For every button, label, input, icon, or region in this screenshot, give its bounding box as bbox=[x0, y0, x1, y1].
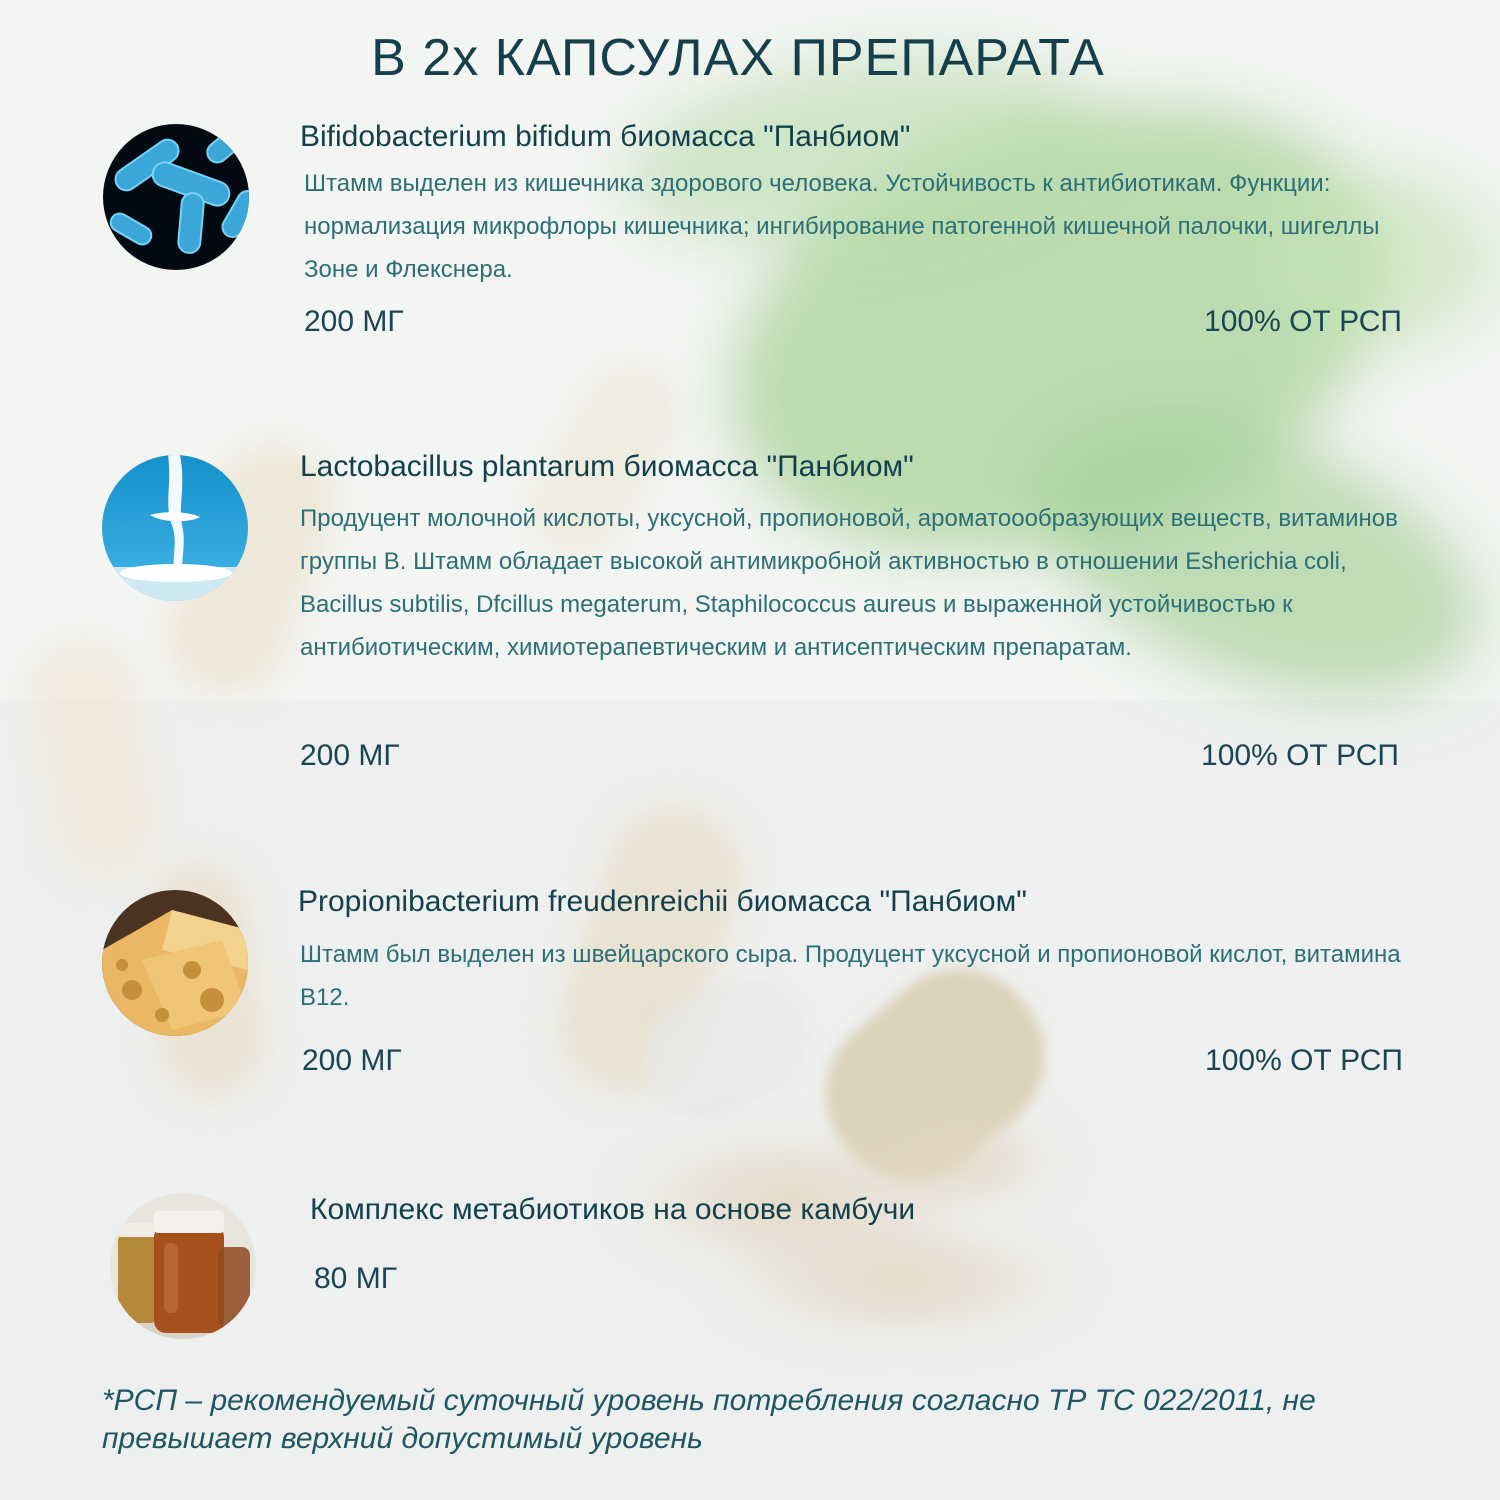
ingredient-2-rsp: 100% ОТ РСП bbox=[1201, 739, 1399, 772]
ingredient-1-dose: 200 МГ bbox=[304, 305, 404, 338]
ingredient-3-dose: 200 МГ bbox=[302, 1044, 402, 1077]
ingredient-1-description: Штамм выделен из кишечника здорового человека. Устойчивость к антибиотикам. Функции: нормализация микрофлоры кишечника; ингибирование патогенной кишечной палочки, шигеллы Зоне и Флекснера. bbox=[304, 170, 1380, 283]
milk-splash-image bbox=[102, 455, 248, 601]
page-title: В 2х КАПСУЛАХ ПРЕПАРАТА bbox=[371, 29, 1105, 87]
footnote: *РСП – рекомендуемый суточный уровень потребления согласно ТР ТС 022/2011, не превышает верхний допустимый уровень bbox=[102, 1384, 1316, 1455]
ingredient-2-name: Lactobacillus plantarum биомасса "Панбиом" bbox=[300, 450, 914, 483]
ingredient-3-description: Штамм был выделен из швейцарского сыра. Продуцент уксусной и пропионовой кислот, витамина В12. bbox=[300, 941, 1401, 1011]
ingredient-2-description: Продуцент молочной кислоты, уксусной, пропионовой, ароматоообразующих веществ, витаминов группы В. Штамм обладает высокой антимикробной активностью в отношении Esherichia coli, Bacillus subtilis, Dfcillus megaterum, Staphilococcus aureus и выраженной устойчивостью к антибиотическим, химиотерапевтическим и антисептическим препаратам. bbox=[300, 505, 1398, 661]
kombucha-jars-image bbox=[110, 1193, 256, 1339]
ingredient-2-dose: 200 МГ bbox=[300, 739, 400, 772]
ingredient-1-name: Bifidobacterium bifidum биомасса "Панбиом" bbox=[300, 120, 911, 153]
ingredient-4-dose: 80 МГ bbox=[314, 1262, 397, 1295]
ingredient-1-rsp: 100% ОТ РСП bbox=[1204, 305, 1402, 338]
ingredient-3-name: Propionibacterium freudenreichii биомасса "Панбиом" bbox=[298, 885, 1027, 918]
cheese-image bbox=[102, 890, 248, 1036]
ingredient-4-name: Комплекс метабиотиков на основе камбучи bbox=[310, 1193, 916, 1226]
bacteria-image bbox=[103, 124, 249, 270]
ingredient-3-rsp: 100% ОТ РСП bbox=[1205, 1044, 1403, 1077]
